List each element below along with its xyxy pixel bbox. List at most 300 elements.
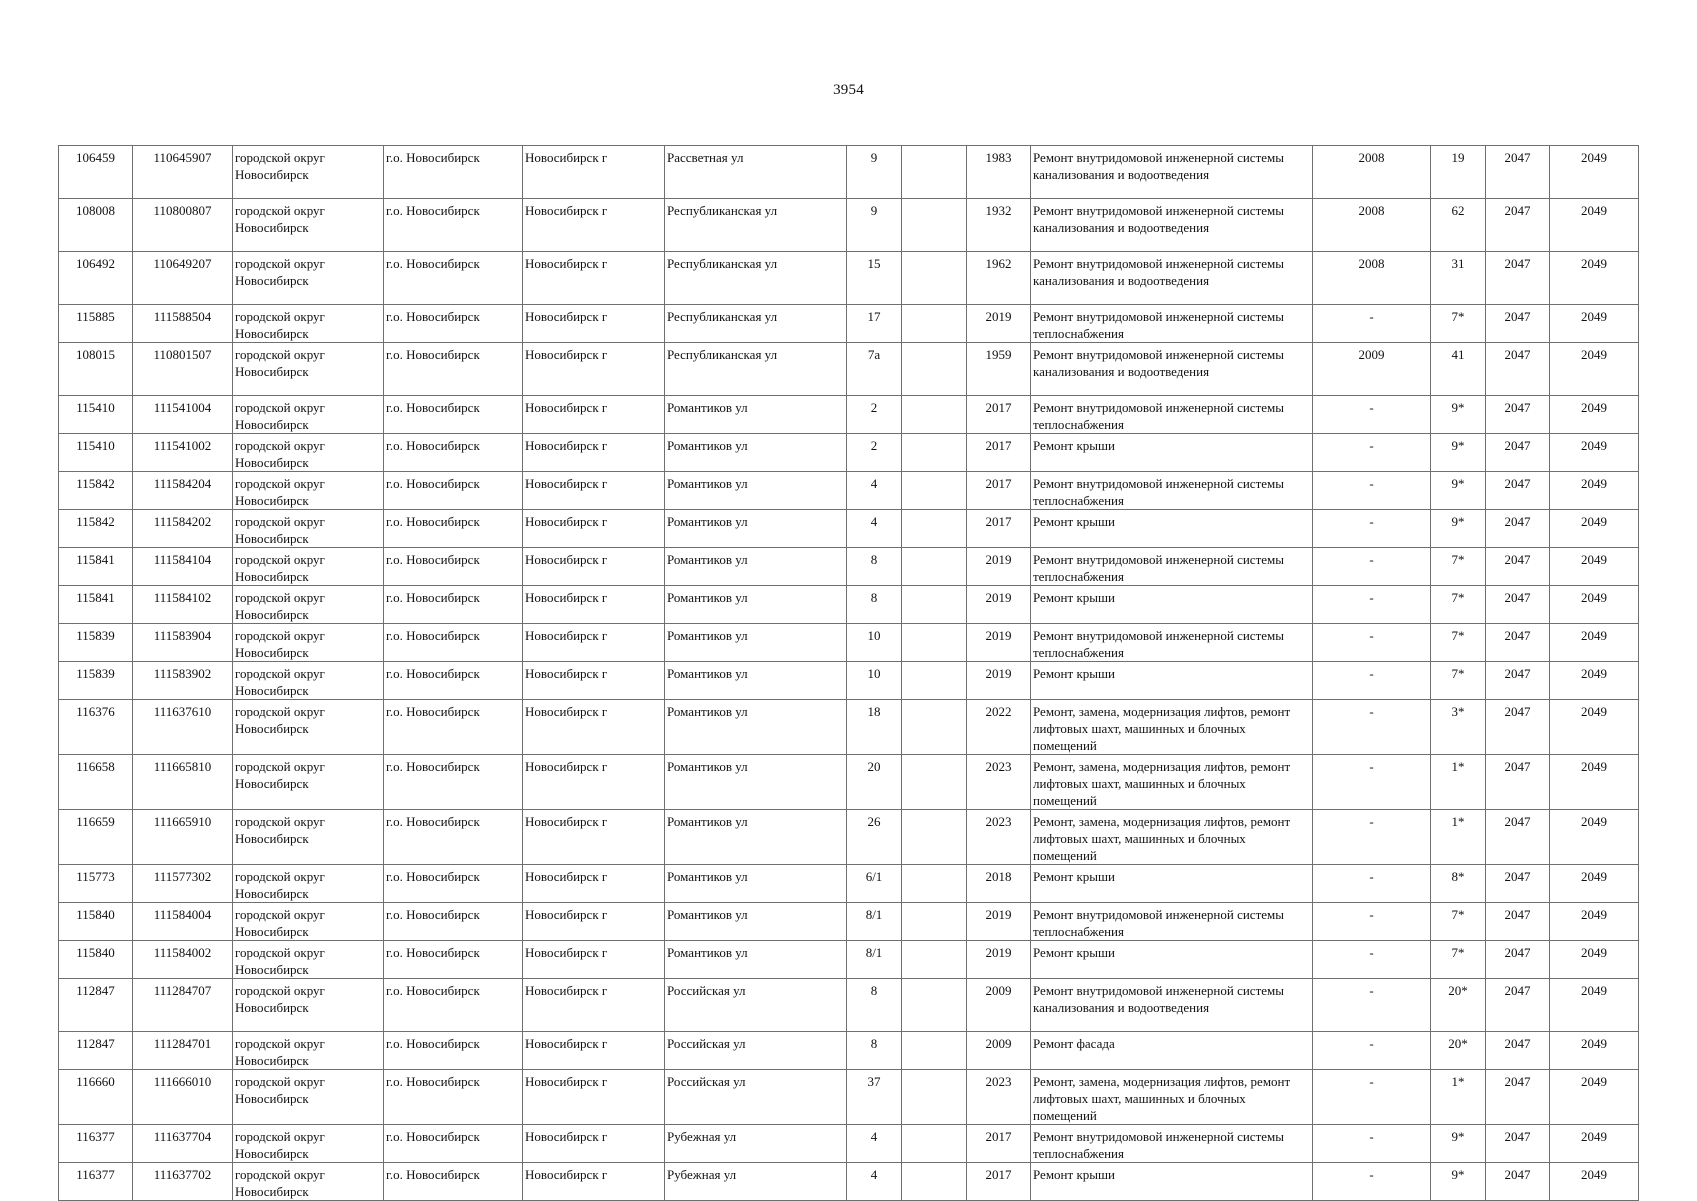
cell-plan-end: 2049 — [1550, 396, 1639, 434]
table-row — [59, 979, 1639, 1032]
cell-house-id: 115839 — [59, 624, 133, 662]
cell-last-repair-year: 2008 — [1313, 199, 1431, 252]
cell-commission-year: 2017 — [967, 434, 1031, 472]
cell-work-type: Ремонт внутридомовой инженерной системы теплоснабжения — [1031, 548, 1313, 586]
cell-work-type: Ремонт крыши — [1031, 434, 1313, 472]
cell-house-number: 10 — [847, 624, 902, 662]
cell-house-number: 2 — [847, 434, 902, 472]
cell-commission-year: 2022 — [967, 700, 1031, 755]
cell-work-code: 111584204 — [133, 472, 233, 510]
cell-work-type: Ремонт крыши — [1031, 662, 1313, 700]
cell-plan-start: 2047 — [1486, 941, 1550, 979]
cell-house-id: 116377 — [59, 1163, 133, 1201]
cell-district: г.о. Новосибирск — [384, 1070, 523, 1125]
cell-plan-end: 2049 — [1550, 624, 1639, 662]
cell-last-repair-year: - — [1313, 396, 1431, 434]
cell-house-id: 116377 — [59, 1125, 133, 1163]
cell-district: г.о. Новосибирск — [384, 755, 523, 810]
cell-house-id: 115885 — [59, 305, 133, 343]
cell-service-years: 20* — [1431, 1032, 1486, 1070]
cell-street: Романтиков ул — [665, 510, 847, 548]
cell-street: Романтиков ул — [665, 865, 847, 903]
cell-work-type: Ремонт крыши — [1031, 1163, 1313, 1201]
table-row — [59, 1163, 1639, 1201]
cell-commission-year: 2009 — [967, 1032, 1031, 1070]
cell-house-id: 116659 — [59, 810, 133, 865]
cell-work-code: 111584104 — [133, 548, 233, 586]
table-row — [59, 434, 1639, 472]
cell-last-repair-year: - — [1313, 903, 1431, 941]
cell-plan-start: 2047 — [1486, 434, 1550, 472]
cell-district: г.о. Новосибирск — [384, 1032, 523, 1070]
cell-plan-end: 2049 — [1550, 252, 1639, 305]
cell-work-code: 111584004 — [133, 903, 233, 941]
cell-district: г.о. Новосибирск — [384, 979, 523, 1032]
cell-street: Российская ул — [665, 979, 847, 1032]
cell-work-type: Ремонт внутридомовой инженерной системы канализования и водоотведения — [1031, 199, 1313, 252]
cell-building — [902, 1163, 967, 1201]
cell-street: Романтиков ул — [665, 472, 847, 510]
cell-house-id: 108008 — [59, 199, 133, 252]
cell-plan-start: 2047 — [1486, 624, 1550, 662]
cell-house-number: 10 — [847, 662, 902, 700]
table-row — [59, 305, 1639, 343]
cell-service-years: 7* — [1431, 586, 1486, 624]
cell-plan-start: 2047 — [1486, 662, 1550, 700]
cell-city: Новосибирск г — [523, 700, 665, 755]
cell-service-years: 9* — [1431, 396, 1486, 434]
cell-work-code: 111637610 — [133, 700, 233, 755]
cell-plan-start: 2047 — [1486, 146, 1550, 199]
cell-commission-year: 2019 — [967, 662, 1031, 700]
cell-plan-end: 2049 — [1550, 434, 1639, 472]
cell-plan-end: 2049 — [1550, 810, 1639, 865]
cell-street: Республиканская ул — [665, 343, 847, 396]
cell-city: Новосибирск г — [523, 979, 665, 1032]
cell-work-type: Ремонт внутридомовой инженерной системы теплоснабжения — [1031, 472, 1313, 510]
table-row — [59, 548, 1639, 586]
cell-building — [902, 1032, 967, 1070]
cell-city: Новосибирск г — [523, 810, 665, 865]
cell-street: Романтиков ул — [665, 396, 847, 434]
cell-work-type: Ремонт внутридомовой инженерной системы теплоснабжения — [1031, 305, 1313, 343]
cell-work-type: Ремонт крыши — [1031, 510, 1313, 548]
cell-house-id: 115842 — [59, 510, 133, 548]
cell-street: Романтиков ул — [665, 662, 847, 700]
cell-street: Романтиков ул — [665, 755, 847, 810]
cell-house-number: 15 — [847, 252, 902, 305]
cell-street: Романтиков ул — [665, 810, 847, 865]
cell-service-years: 31 — [1431, 252, 1486, 305]
cell-commission-year: 2019 — [967, 586, 1031, 624]
cell-last-repair-year: - — [1313, 305, 1431, 343]
cell-work-code: 111666010 — [133, 1070, 233, 1125]
cell-commission-year: 1962 — [967, 252, 1031, 305]
table-row — [59, 510, 1639, 548]
cell-plan-end: 2049 — [1550, 548, 1639, 586]
cell-municipality: городской округ Новосибирск — [233, 865, 384, 903]
cell-municipality: городской округ Новосибирск — [233, 979, 384, 1032]
cell-city: Новосибирск г — [523, 941, 665, 979]
cell-plan-start: 2047 — [1486, 199, 1550, 252]
cell-work-type: Ремонт внутридомовой инженерной системы теплоснабжения — [1031, 624, 1313, 662]
cell-building — [902, 434, 967, 472]
cell-commission-year: 2018 — [967, 865, 1031, 903]
cell-district: г.о. Новосибирск — [384, 700, 523, 755]
cell-commission-year: 2017 — [967, 1163, 1031, 1201]
cell-house-number: 18 — [847, 700, 902, 755]
cell-municipality: городской округ Новосибирск — [233, 252, 384, 305]
cell-district: г.о. Новосибирск — [384, 510, 523, 548]
cell-work-type: Ремонт внутридомовой инженерной системы канализования и водоотведения — [1031, 979, 1313, 1032]
cell-plan-start: 2047 — [1486, 865, 1550, 903]
cell-building — [902, 941, 967, 979]
cell-building — [902, 305, 967, 343]
cell-district: г.о. Новосибирск — [384, 548, 523, 586]
cell-building — [902, 1070, 967, 1125]
table-row — [59, 700, 1639, 755]
cell-plan-end: 2049 — [1550, 1163, 1639, 1201]
cell-last-repair-year: - — [1313, 1125, 1431, 1163]
cell-service-years: 9* — [1431, 510, 1486, 548]
cell-house-number: 4 — [847, 510, 902, 548]
cell-municipality: городской округ Новосибирск — [233, 586, 384, 624]
cell-commission-year: 2019 — [967, 941, 1031, 979]
cell-house-number: 6/1 — [847, 865, 902, 903]
cell-house-number: 9 — [847, 199, 902, 252]
cell-house-number: 4 — [847, 1163, 902, 1201]
cell-city: Новосибирск г — [523, 1125, 665, 1163]
page-number: 3954 — [833, 82, 864, 98]
cell-district: г.о. Новосибирск — [384, 1125, 523, 1163]
cell-house-id: 115773 — [59, 865, 133, 903]
cell-house-number: 8 — [847, 1032, 902, 1070]
cell-service-years: 9* — [1431, 472, 1486, 510]
cell-service-years: 3* — [1431, 700, 1486, 755]
cell-work-type: Ремонт внутридомовой инженерной системы теплоснабжения — [1031, 396, 1313, 434]
cell-work-code: 110801507 — [133, 343, 233, 396]
cell-house-id: 116660 — [59, 1070, 133, 1125]
cell-plan-start: 2047 — [1486, 305, 1550, 343]
cell-building — [902, 810, 967, 865]
cell-commission-year: 2023 — [967, 810, 1031, 865]
cell-house-id: 108015 — [59, 343, 133, 396]
cell-street: Рассветная ул — [665, 146, 847, 199]
cell-last-repair-year: - — [1313, 700, 1431, 755]
cell-plan-end: 2049 — [1550, 146, 1639, 199]
cell-commission-year: 2019 — [967, 548, 1031, 586]
table-row — [59, 624, 1639, 662]
cell-commission-year: 2023 — [967, 755, 1031, 810]
cell-municipality: городской округ Новосибирск — [233, 434, 384, 472]
cell-commission-year: 1959 — [967, 343, 1031, 396]
cell-last-repair-year: 2008 — [1313, 146, 1431, 199]
cell-street: Республиканская ул — [665, 305, 847, 343]
cell-plan-start: 2047 — [1486, 755, 1550, 810]
cell-district: г.о. Новосибирск — [384, 305, 523, 343]
cell-house-number: 2 — [847, 396, 902, 434]
cell-house-id: 115842 — [59, 472, 133, 510]
cell-house-number: 8 — [847, 979, 902, 1032]
cell-plan-end: 2049 — [1550, 979, 1639, 1032]
cell-building — [902, 979, 967, 1032]
cell-house-number: 4 — [847, 1125, 902, 1163]
cell-building — [902, 510, 967, 548]
cell-street: Романтиков ул — [665, 903, 847, 941]
cell-work-type: Ремонт, замена, модернизация лифтов, ремонт лифтовых шахт, машинных и блочных помещений — [1031, 1070, 1313, 1125]
cell-work-type: Ремонт внутридомовой инженерной системы канализования и водоотведения — [1031, 343, 1313, 396]
cell-work-type: Ремонт фасада — [1031, 1032, 1313, 1070]
cell-service-years: 9* — [1431, 1163, 1486, 1201]
cell-city: Новосибирск г — [523, 548, 665, 586]
cell-work-code: 111577302 — [133, 865, 233, 903]
cell-work-code: 111583904 — [133, 624, 233, 662]
cell-last-repair-year: - — [1313, 662, 1431, 700]
cell-work-type: Ремонт внутридомовой инженерной системы канализования и водоотведения — [1031, 252, 1313, 305]
cell-last-repair-year: - — [1313, 624, 1431, 662]
cell-municipality: городской округ Новосибирск — [233, 1125, 384, 1163]
cell-city: Новосибирск г — [523, 903, 665, 941]
table-row — [59, 662, 1639, 700]
cell-last-repair-year: - — [1313, 979, 1431, 1032]
cell-service-years: 9* — [1431, 434, 1486, 472]
cell-building — [902, 903, 967, 941]
cell-house-number: 7а — [847, 343, 902, 396]
cell-street: Рубежная ул — [665, 1163, 847, 1201]
cell-last-repair-year: 2009 — [1313, 343, 1431, 396]
cell-work-code: 111284701 — [133, 1032, 233, 1070]
cell-district: г.о. Новосибирск — [384, 434, 523, 472]
cell-last-repair-year: - — [1313, 941, 1431, 979]
cell-plan-end: 2049 — [1550, 343, 1639, 396]
cell-house-id: 106492 — [59, 252, 133, 305]
table-row — [59, 810, 1639, 865]
cell-service-years: 7* — [1431, 662, 1486, 700]
cell-work-code: 111541002 — [133, 434, 233, 472]
cell-house-id: 115841 — [59, 586, 133, 624]
cell-street: Романтиков ул — [665, 586, 847, 624]
cell-municipality: городской округ Новосибирск — [233, 903, 384, 941]
cell-plan-start: 2047 — [1486, 810, 1550, 865]
cell-plan-end: 2049 — [1550, 700, 1639, 755]
cell-service-years: 1* — [1431, 755, 1486, 810]
cell-municipality: городской округ Новосибирск — [233, 472, 384, 510]
cell-building — [902, 586, 967, 624]
cell-district: г.о. Новосибирск — [384, 586, 523, 624]
cell-service-years: 62 — [1431, 199, 1486, 252]
cell-municipality: городской округ Новосибирск — [233, 510, 384, 548]
cell-work-code: 111584002 — [133, 941, 233, 979]
cell-building — [902, 146, 967, 199]
cell-street: Российская ул — [665, 1070, 847, 1125]
cell-building — [902, 755, 967, 810]
cell-work-type: Ремонт, замена, модернизация лифтов, ремонт лифтовых шахт, машинных и блочных помещений — [1031, 700, 1313, 755]
cell-work-code: 111583902 — [133, 662, 233, 700]
cell-municipality: городской округ Новосибирск — [233, 548, 384, 586]
cell-district: г.о. Новосибирск — [384, 662, 523, 700]
cell-plan-end: 2049 — [1550, 662, 1639, 700]
cell-last-repair-year: - — [1313, 472, 1431, 510]
cell-city: Новосибирск г — [523, 252, 665, 305]
cell-building — [902, 865, 967, 903]
cell-city: Новосибирск г — [523, 586, 665, 624]
cell-service-years: 7* — [1431, 305, 1486, 343]
cell-service-years: 7* — [1431, 624, 1486, 662]
cell-building — [902, 199, 967, 252]
cell-city: Новосибирск г — [523, 305, 665, 343]
cell-house-id: 112847 — [59, 979, 133, 1032]
cell-last-repair-year: - — [1313, 548, 1431, 586]
cell-municipality: городской округ Новосибирск — [233, 941, 384, 979]
cell-house-number: 8/1 — [847, 903, 902, 941]
cell-work-code: 110800807 — [133, 199, 233, 252]
table-row — [59, 1032, 1639, 1070]
cell-plan-start: 2047 — [1486, 586, 1550, 624]
table-row — [59, 755, 1639, 810]
cell-district: г.о. Новосибирск — [384, 1163, 523, 1201]
cell-service-years: 9* — [1431, 1125, 1486, 1163]
cell-work-code: 111584102 — [133, 586, 233, 624]
cell-last-repair-year: - — [1313, 1163, 1431, 1201]
cell-city: Новосибирск г — [523, 199, 665, 252]
table-row — [59, 252, 1639, 305]
cell-district: г.о. Новосибирск — [384, 941, 523, 979]
cell-commission-year: 2017 — [967, 510, 1031, 548]
cell-plan-start: 2047 — [1486, 548, 1550, 586]
cell-house-id: 106459 — [59, 146, 133, 199]
cell-last-repair-year: - — [1313, 1070, 1431, 1125]
cell-city: Новосибирск г — [523, 624, 665, 662]
table-row — [59, 199, 1639, 252]
cell-house-id: 116658 — [59, 755, 133, 810]
table-row — [59, 343, 1639, 396]
cell-work-code: 111284707 — [133, 979, 233, 1032]
cell-commission-year: 1983 — [967, 146, 1031, 199]
cell-service-years: 7* — [1431, 548, 1486, 586]
cell-plan-start: 2047 — [1486, 1125, 1550, 1163]
cell-house-id: 115839 — [59, 662, 133, 700]
cell-street: Российская ул — [665, 1032, 847, 1070]
cell-municipality: городской округ Новосибирск — [233, 1070, 384, 1125]
cell-house-number: 20 — [847, 755, 902, 810]
cell-service-years: 41 — [1431, 343, 1486, 396]
cell-work-type: Ремонт, замена, модернизация лифтов, ремонт лифтовых шахт, машинных и блочных помещений — [1031, 755, 1313, 810]
cell-last-repair-year: 2008 — [1313, 252, 1431, 305]
cell-plan-end: 2049 — [1550, 1032, 1639, 1070]
cell-city: Новосибирск г — [523, 755, 665, 810]
cell-commission-year: 1932 — [967, 199, 1031, 252]
cell-commission-year: 2019 — [967, 624, 1031, 662]
cell-city: Новосибирск г — [523, 1032, 665, 1070]
cell-municipality: городской округ Новосибирск — [233, 810, 384, 865]
cell-city: Новосибирск г — [523, 396, 665, 434]
cell-house-number: 9 — [847, 146, 902, 199]
cell-plan-end: 2049 — [1550, 1070, 1639, 1125]
cell-house-number: 26 — [847, 810, 902, 865]
cell-plan-start: 2047 — [1486, 472, 1550, 510]
cell-district: г.о. Новосибирск — [384, 865, 523, 903]
cell-building — [902, 396, 967, 434]
cell-house-number: 4 — [847, 472, 902, 510]
cell-street: Романтиков ул — [665, 700, 847, 755]
cell-service-years: 8* — [1431, 865, 1486, 903]
cell-street: Романтиков ул — [665, 434, 847, 472]
table-row — [59, 1125, 1639, 1163]
cell-house-id: 115410 — [59, 396, 133, 434]
cell-work-type: Ремонт, замена, модернизация лифтов, ремонт лифтовых шахт, машинных и блочных помещений — [1031, 810, 1313, 865]
cell-district: г.о. Новосибирск — [384, 146, 523, 199]
table-row — [59, 941, 1639, 979]
table-row — [59, 146, 1639, 199]
cell-city: Новосибирск г — [523, 510, 665, 548]
cell-street: Романтиков ул — [665, 624, 847, 662]
cell-municipality: городской округ Новосибирск — [233, 755, 384, 810]
cell-city: Новосибирск г — [523, 662, 665, 700]
cell-building — [902, 700, 967, 755]
cell-plan-end: 2049 — [1550, 755, 1639, 810]
cell-district: г.о. Новосибирск — [384, 396, 523, 434]
cell-commission-year: 2009 — [967, 979, 1031, 1032]
cell-last-repair-year: - — [1313, 810, 1431, 865]
cell-building — [902, 472, 967, 510]
table-row — [59, 586, 1639, 624]
cell-building — [902, 548, 967, 586]
cell-work-type: Ремонт крыши — [1031, 865, 1313, 903]
cell-house-number: 37 — [847, 1070, 902, 1125]
cell-district: г.о. Новосибирск — [384, 810, 523, 865]
cell-municipality: городской округ Новосибирск — [233, 1163, 384, 1201]
cell-house-number: 8 — [847, 586, 902, 624]
cell-service-years: 20* — [1431, 979, 1486, 1032]
cell-district: г.о. Новосибирск — [384, 472, 523, 510]
cell-work-code: 110645907 — [133, 146, 233, 199]
table-row — [59, 1070, 1639, 1125]
cell-plan-start: 2047 — [1486, 396, 1550, 434]
cell-service-years: 1* — [1431, 1070, 1486, 1125]
cell-city: Новосибирск г — [523, 434, 665, 472]
cell-plan-start: 2047 — [1486, 510, 1550, 548]
cell-last-repair-year: - — [1313, 586, 1431, 624]
cell-district: г.о. Новосибирск — [384, 199, 523, 252]
cell-district: г.о. Новосибирск — [384, 252, 523, 305]
cell-municipality: городской округ Новосибирск — [233, 1032, 384, 1070]
cell-commission-year: 2019 — [967, 903, 1031, 941]
cell-service-years: 7* — [1431, 941, 1486, 979]
cell-city: Новосибирск г — [523, 865, 665, 903]
cell-last-repair-year: - — [1313, 510, 1431, 548]
table-row — [59, 903, 1639, 941]
cell-city: Новосибирск г — [523, 343, 665, 396]
cell-plan-end: 2049 — [1550, 472, 1639, 510]
cell-service-years: 1* — [1431, 810, 1486, 865]
cell-plan-end: 2049 — [1550, 305, 1639, 343]
cell-street: Рубежная ул — [665, 1125, 847, 1163]
cell-work-code: 111584202 — [133, 510, 233, 548]
cell-building — [902, 1125, 967, 1163]
cell-work-type: Ремонт внутридомовой инженерной системы теплоснабжения — [1031, 903, 1313, 941]
cell-municipality: городской округ Новосибирск — [233, 343, 384, 396]
cell-house-number: 8 — [847, 548, 902, 586]
cell-district: г.о. Новосибирск — [384, 343, 523, 396]
cell-street: Республиканская ул — [665, 252, 847, 305]
cell-municipality: городской округ Новосибирск — [233, 396, 384, 434]
table-row — [59, 396, 1639, 434]
cell-last-repair-year: - — [1313, 1032, 1431, 1070]
cell-service-years: 7* — [1431, 903, 1486, 941]
cell-plan-start: 2047 — [1486, 343, 1550, 396]
cell-city: Новосибирск г — [523, 472, 665, 510]
cell-work-code: 111541004 — [133, 396, 233, 434]
